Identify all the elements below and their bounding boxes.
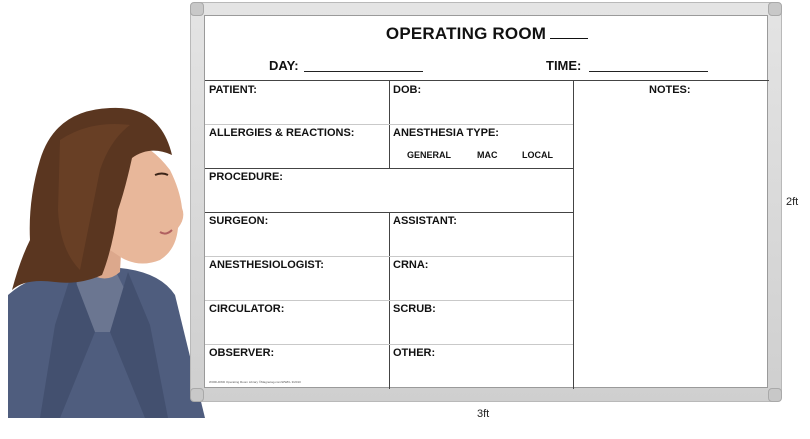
notes-divider <box>573 80 574 389</box>
row-divider <box>205 212 573 213</box>
row-divider <box>205 344 573 345</box>
row-divider <box>205 124 573 125</box>
time-label: TIME: <box>546 58 582 73</box>
frame-corner <box>768 388 782 402</box>
time-blank-line <box>589 71 708 72</box>
other-label: OTHER: <box>393 347 436 359</box>
notes-label: NOTES: <box>649 84 691 96</box>
option-mac: MAC <box>477 150 498 160</box>
row-divider <box>205 300 573 301</box>
header-divider <box>205 80 769 81</box>
crna-label: CRNA: <box>393 259 429 271</box>
height-dimension-label: 2ft <box>786 196 799 208</box>
frame-corner <box>190 2 204 16</box>
board-title-text: OPERATING ROOM <box>385 24 547 43</box>
circulator-label: CIRCULATOR: <box>209 303 285 315</box>
frame-corner <box>768 2 782 16</box>
dob-label: DOB: <box>393 84 422 96</box>
whiteboard <box>204 15 768 388</box>
anesthesiologist-label: ANESTHESIOLOGIST: <box>209 259 324 271</box>
woman-figure <box>0 100 205 420</box>
row-divider <box>205 256 573 257</box>
room-number-blank <box>550 38 588 39</box>
observer-label: OBSERVER: <box>209 347 275 359</box>
day-label: DAY: <box>269 58 299 73</box>
option-general: GENERAL <box>407 150 452 160</box>
row-divider <box>205 168 573 169</box>
option-local: LOCAL <box>522 150 553 160</box>
allergies-label: ALLERGIES & REACTIONS: <box>209 127 355 139</box>
surgeon-label: SURGEON: <box>209 215 269 227</box>
scrub-label: SCRUB: <box>393 303 436 315</box>
procedure-label: PROCEDURE: <box>209 171 283 183</box>
board-title <box>205 24 769 44</box>
assistant-label: ASSISTANT: <box>393 215 457 227</box>
width-dimension-label: 3ft <box>477 408 490 420</box>
patient-label: PATIENT: <box>209 84 257 96</box>
anesthesia-type-label: ANESTHESIA TYPE: <box>393 127 499 139</box>
day-blank-line <box>304 71 423 72</box>
fine-print: WORLDWD Operating Room Library ©Magnetag.com/WWFL 3/2010 <box>209 380 301 384</box>
frame-corner <box>190 388 204 402</box>
